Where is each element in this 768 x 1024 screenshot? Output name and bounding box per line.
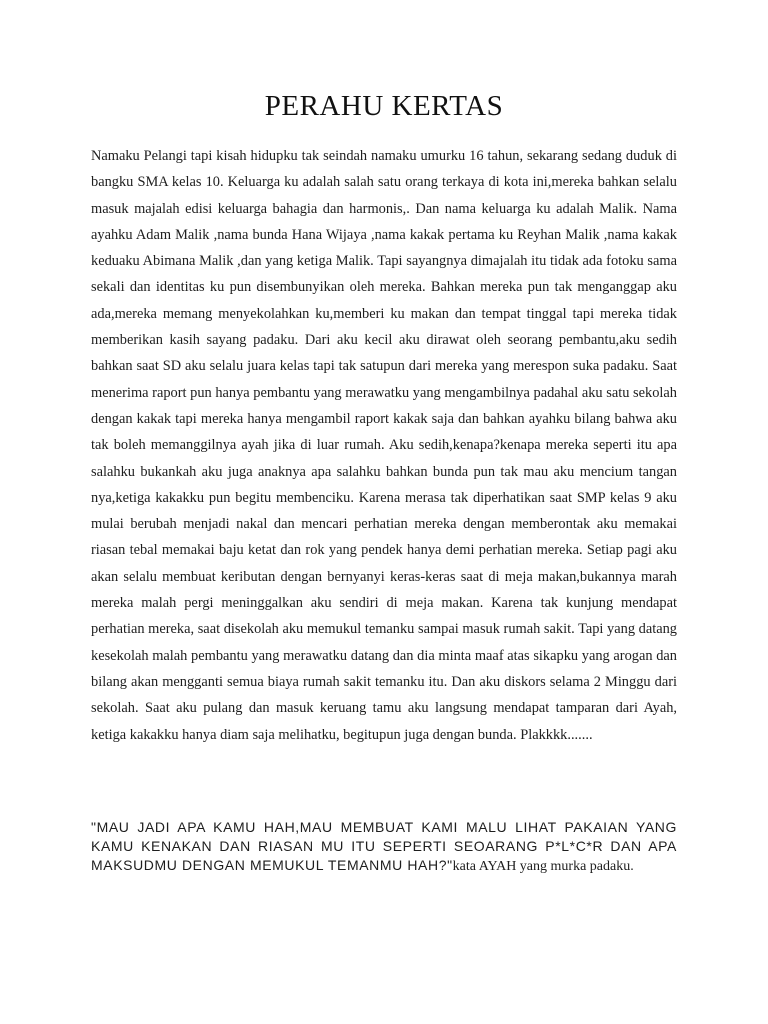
dialog-paragraph — [91, 818, 677, 876]
document-title: PERAHU KERTAS — [264, 90, 504, 122]
story-paragraph: Namaku Pelangi tapi kisah hidupku tak seindah namaku umurku 16 tahun, sekarang sedang duduk di bangku SMA kelas 10. Keluarga ku adalah salah satu orang terkaya di kota ini,mereka bahkan selalu masuk majalah edisi keluarga bahagia dan harmonis,. Dan nama keluarga ku adalah Malik. Nama ayahku Adam Malik ,nama bunda Hana Wijaya ,nama kakak pertama ku Reyhan Malik ,nama kakak keduaku Abimana Malik ,dan yang ketiga Malik. Tapi sayangnya dimajalah itu tidak ada fotoku sama sekali dan identitas ku pun disembunyikan oleh mereka. Bahkan mereka pun tak menganggap aku ada,mereka memang menyekolahkan ku,memberi ku makan dan tempat tinggal tapi mereka tidak memberikan kasih sayang padaku. Dari aku kecil aku dirawat oleh seorang pembantu,aku sedih bahkan saat SD aku selalu juara kelas tapi tak satupun dari mereka yang merespon suka padaku. Saat menerima raport pun hanya pembantu yang merawatku yang mengambilnya padahal aku satu sekolah dengan kakak tapi mereka hanya mengambil raport kakak saja dan bahkan ayahku bilang bahwa aku tak boleh memanggilnya ayah jika di luar rumah. Aku sedih,kenapa?kenapa mereka seperti itu apa salahku bukankah aku juga anaknya apa salahku bahkan bunda pun tak mau aku mencium tangan nya,ketiga kakakku pun begitu membenciku. Karena merasa tak diperhatikan saat SMP kelas 9 aku mulai berubah menjadi nakal dan mencari perhatian mereka dengan memberontak aku memakai riasan tebal memakai baju ketat dan rok yang pendek hanya demi perhatian mereka. Setiap pagi aku akan selalu membuat keributan dengan bernyanyi keras-keras saat di meja makan,bukannya marah mereka malah pergi meninggalkan aku sendiri di meja makan. Karena tak kunjung mendapat perhatian mereka, saat disekolah aku memukul temanku sampai masuk rumah sakit. Tapi yang datang kesekolah malah pembantu yang merawatku datang dan dia minta maaf atas sikapku yang arogan dan bilang akan mengganti semua biaya rumah sakit temanku itu. Dan aku diskors selama 2 Minggu dari sekolah. Saat aku pulang dan masuk keruang tamu aku langsung mendapat tamparan dari Ayah, ketiga kakakku hanya diam saja melihatku, begitupun juga dengan bunda. Plakkkk....... — [91, 148, 677, 743]
dialog-attribution: kata AYAH yang murka padaku. — [452, 859, 634, 874]
dialog-quote: "MAU JADI APA KAMU HAH,MAU MEMBUAT KAMI MALU LIHAT PAKAIAN YANG KAMU KENAKAN DAN RIASAN MU ITU SEPERTI SEOARANG P*L*C*R DAN APA MAKSUDMU DENGAN MEMUKUL TEMANMU HAH?" — [91, 819, 677, 873]
